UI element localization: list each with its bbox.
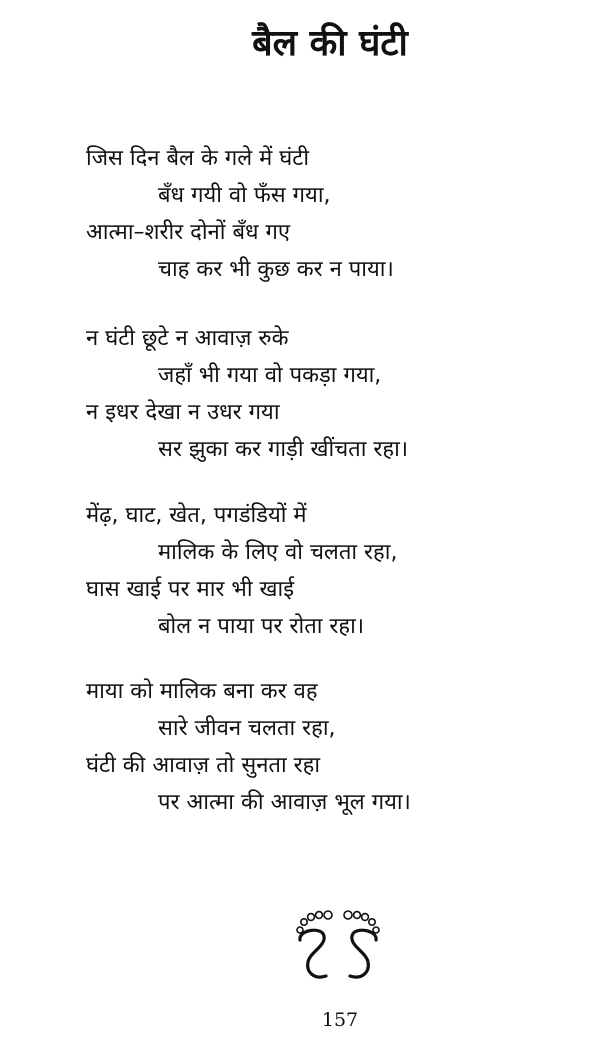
poem-line: न इधर देखा न उधर गया <box>86 400 280 425</box>
poem-line: घास खाई पर मार भी खाई <box>86 577 295 602</box>
stanza-4 <box>86 673 586 821</box>
poem-line: सर झुका कर गाड़ी खींचता रहा। <box>158 437 409 462</box>
footprints-icon <box>292 906 392 986</box>
poem-line: माया को मालिक बना कर वह <box>86 679 318 704</box>
page-number: 157 <box>321 1009 359 1031</box>
poem-line: जिस दिन बैल के गले में घंटी <box>86 146 310 171</box>
poem-line: मालिक के लिए वो चलता रहा, <box>158 540 398 565</box>
poem-line: बँध गयी वो फँस गया, <box>158 183 331 208</box>
poem-line: पर आत्मा की आवाज़ भूल गया। <box>158 790 411 815</box>
poem-line: मेंढ़, घाट, खेत, पगडंडियों में <box>86 503 307 528</box>
stanza-3 <box>86 497 586 645</box>
stanza-1 <box>86 140 586 288</box>
stanza-2 <box>86 320 586 468</box>
poem-line: घंटी की आवाज़ तो सुनता रहा <box>86 753 321 778</box>
poem-title: बैल की घंटी <box>252 23 408 64</box>
poem-line: बोल न पाया पर रोता रहा। <box>158 614 365 639</box>
poem-line: सारे जीवन चलता रहा, <box>158 716 336 741</box>
poem-line: आत्मा–शरीर दोनों बँध गए <box>86 220 291 245</box>
poem-line: जहाँ भी गया वो पकड़ा गया, <box>158 363 382 388</box>
poem-line: न घंटी छूटे न आवाज़ रुके <box>86 326 289 351</box>
poem-line: चाह कर भी कुछ कर न पाया। <box>158 257 394 282</box>
